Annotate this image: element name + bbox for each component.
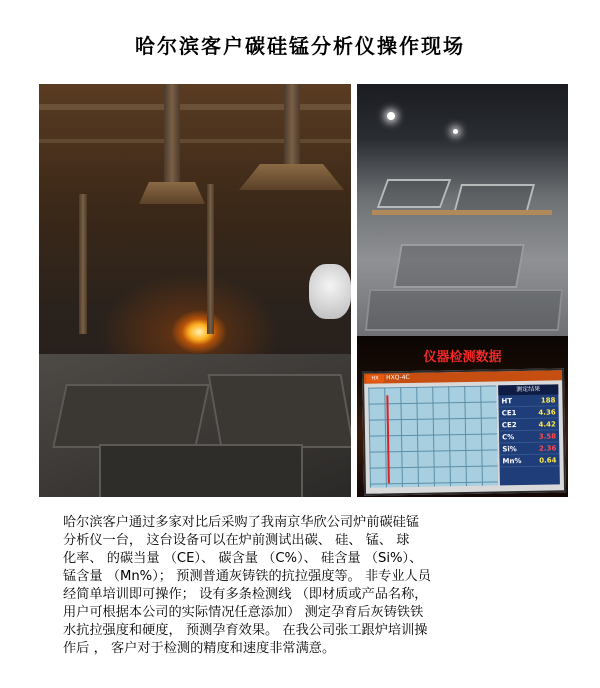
reading-value: 2.36 [538, 443, 557, 453]
paragraph-line: 化率、 的碳当量 （CE）、 碳含量 （C%）、 硅含量 （Si%）、 [63, 551, 423, 566]
instrument-screen [362, 368, 566, 496]
reading-label: HT [501, 396, 513, 405]
reading-row [498, 394, 558, 407]
exhaust-pipe [164, 84, 180, 189]
column [79, 194, 87, 334]
reading-value: 188 [540, 395, 556, 405]
roof-beam [39, 104, 351, 110]
description-paragraph [63, 514, 543, 658]
instrument-photo [357, 336, 568, 497]
mold-frame [377, 179, 452, 208]
paragraph-line: 哈尔滨客户通过多家对比后采购了我南京华欣公司炉前碳硅锰 [63, 515, 420, 530]
reading-label: Si% [502, 444, 517, 453]
material-sack [309, 264, 351, 319]
reading-row [499, 418, 559, 431]
paragraph-line: 水抗拉强度和硬度， 预测孕育效果。 在我公司张工跟炉培训操 [63, 623, 428, 638]
page-title: 哈尔滨客户碳硅锰分析仪操作现场 [135, 34, 465, 58]
reading-value: 4.36 [538, 407, 556, 417]
brand-logo-icon: HX [366, 374, 384, 382]
reading-row [499, 430, 559, 443]
reading-row [499, 406, 559, 419]
reading-value: 0.64 [539, 455, 557, 465]
curve-marker [386, 395, 390, 483]
reading-row [499, 454, 559, 467]
reading-label: C% [502, 432, 515, 441]
cooling-curve-graph [368, 385, 498, 487]
paragraph-line: 作后 ， 客户对于检测的精度和速度非常满意。 [63, 641, 336, 656]
mold-frame [393, 244, 525, 288]
model-text: HXQ-4C [385, 373, 410, 382]
fume-hood [239, 164, 344, 190]
roof-beam [39, 139, 351, 143]
screen-title-bar [364, 370, 562, 383]
reading-label: Mn% [502, 456, 522, 465]
reading-label: CE2 [501, 420, 517, 429]
ceiling-lamp [453, 129, 458, 134]
mold-box [99, 444, 303, 497]
mold-box [207, 374, 351, 448]
paragraph-line: 分析仪一台， 这台设备可以在炉前测试出碳、 硅、 锰、 球 [63, 533, 410, 548]
paragraph-line: 用户可根据本公司的实际情况任意添加） 测定孕育后灰铸铁铁 [63, 605, 424, 620]
paragraph-line: 经简单培训即可操作； 设有多条检测线 （即材质或产品名称， [63, 587, 428, 602]
results-panel-header: 测定结果 [498, 384, 558, 395]
mold-frame [365, 289, 563, 331]
column [207, 184, 214, 334]
instrument-caption: 仪器检测数据 [423, 350, 502, 365]
furnace-photo [39, 84, 351, 497]
results-panel [498, 384, 560, 485]
reading-value: 4.42 [538, 419, 556, 429]
mold-box [52, 384, 210, 448]
molds-photo [357, 84, 568, 336]
exhaust-pipe [284, 84, 300, 169]
fume-hood [139, 182, 205, 204]
paragraph-line: 锰含量 （Mn%）； 预测普通灰铸铁的抗拉强度等。 非专业人员 [63, 569, 431, 584]
reading-label: CE1 [501, 408, 517, 417]
reading-row [499, 442, 559, 455]
ceiling-lamp [387, 112, 395, 120]
reading-value: 3.58 [538, 431, 557, 441]
wooden-beam [372, 210, 552, 215]
